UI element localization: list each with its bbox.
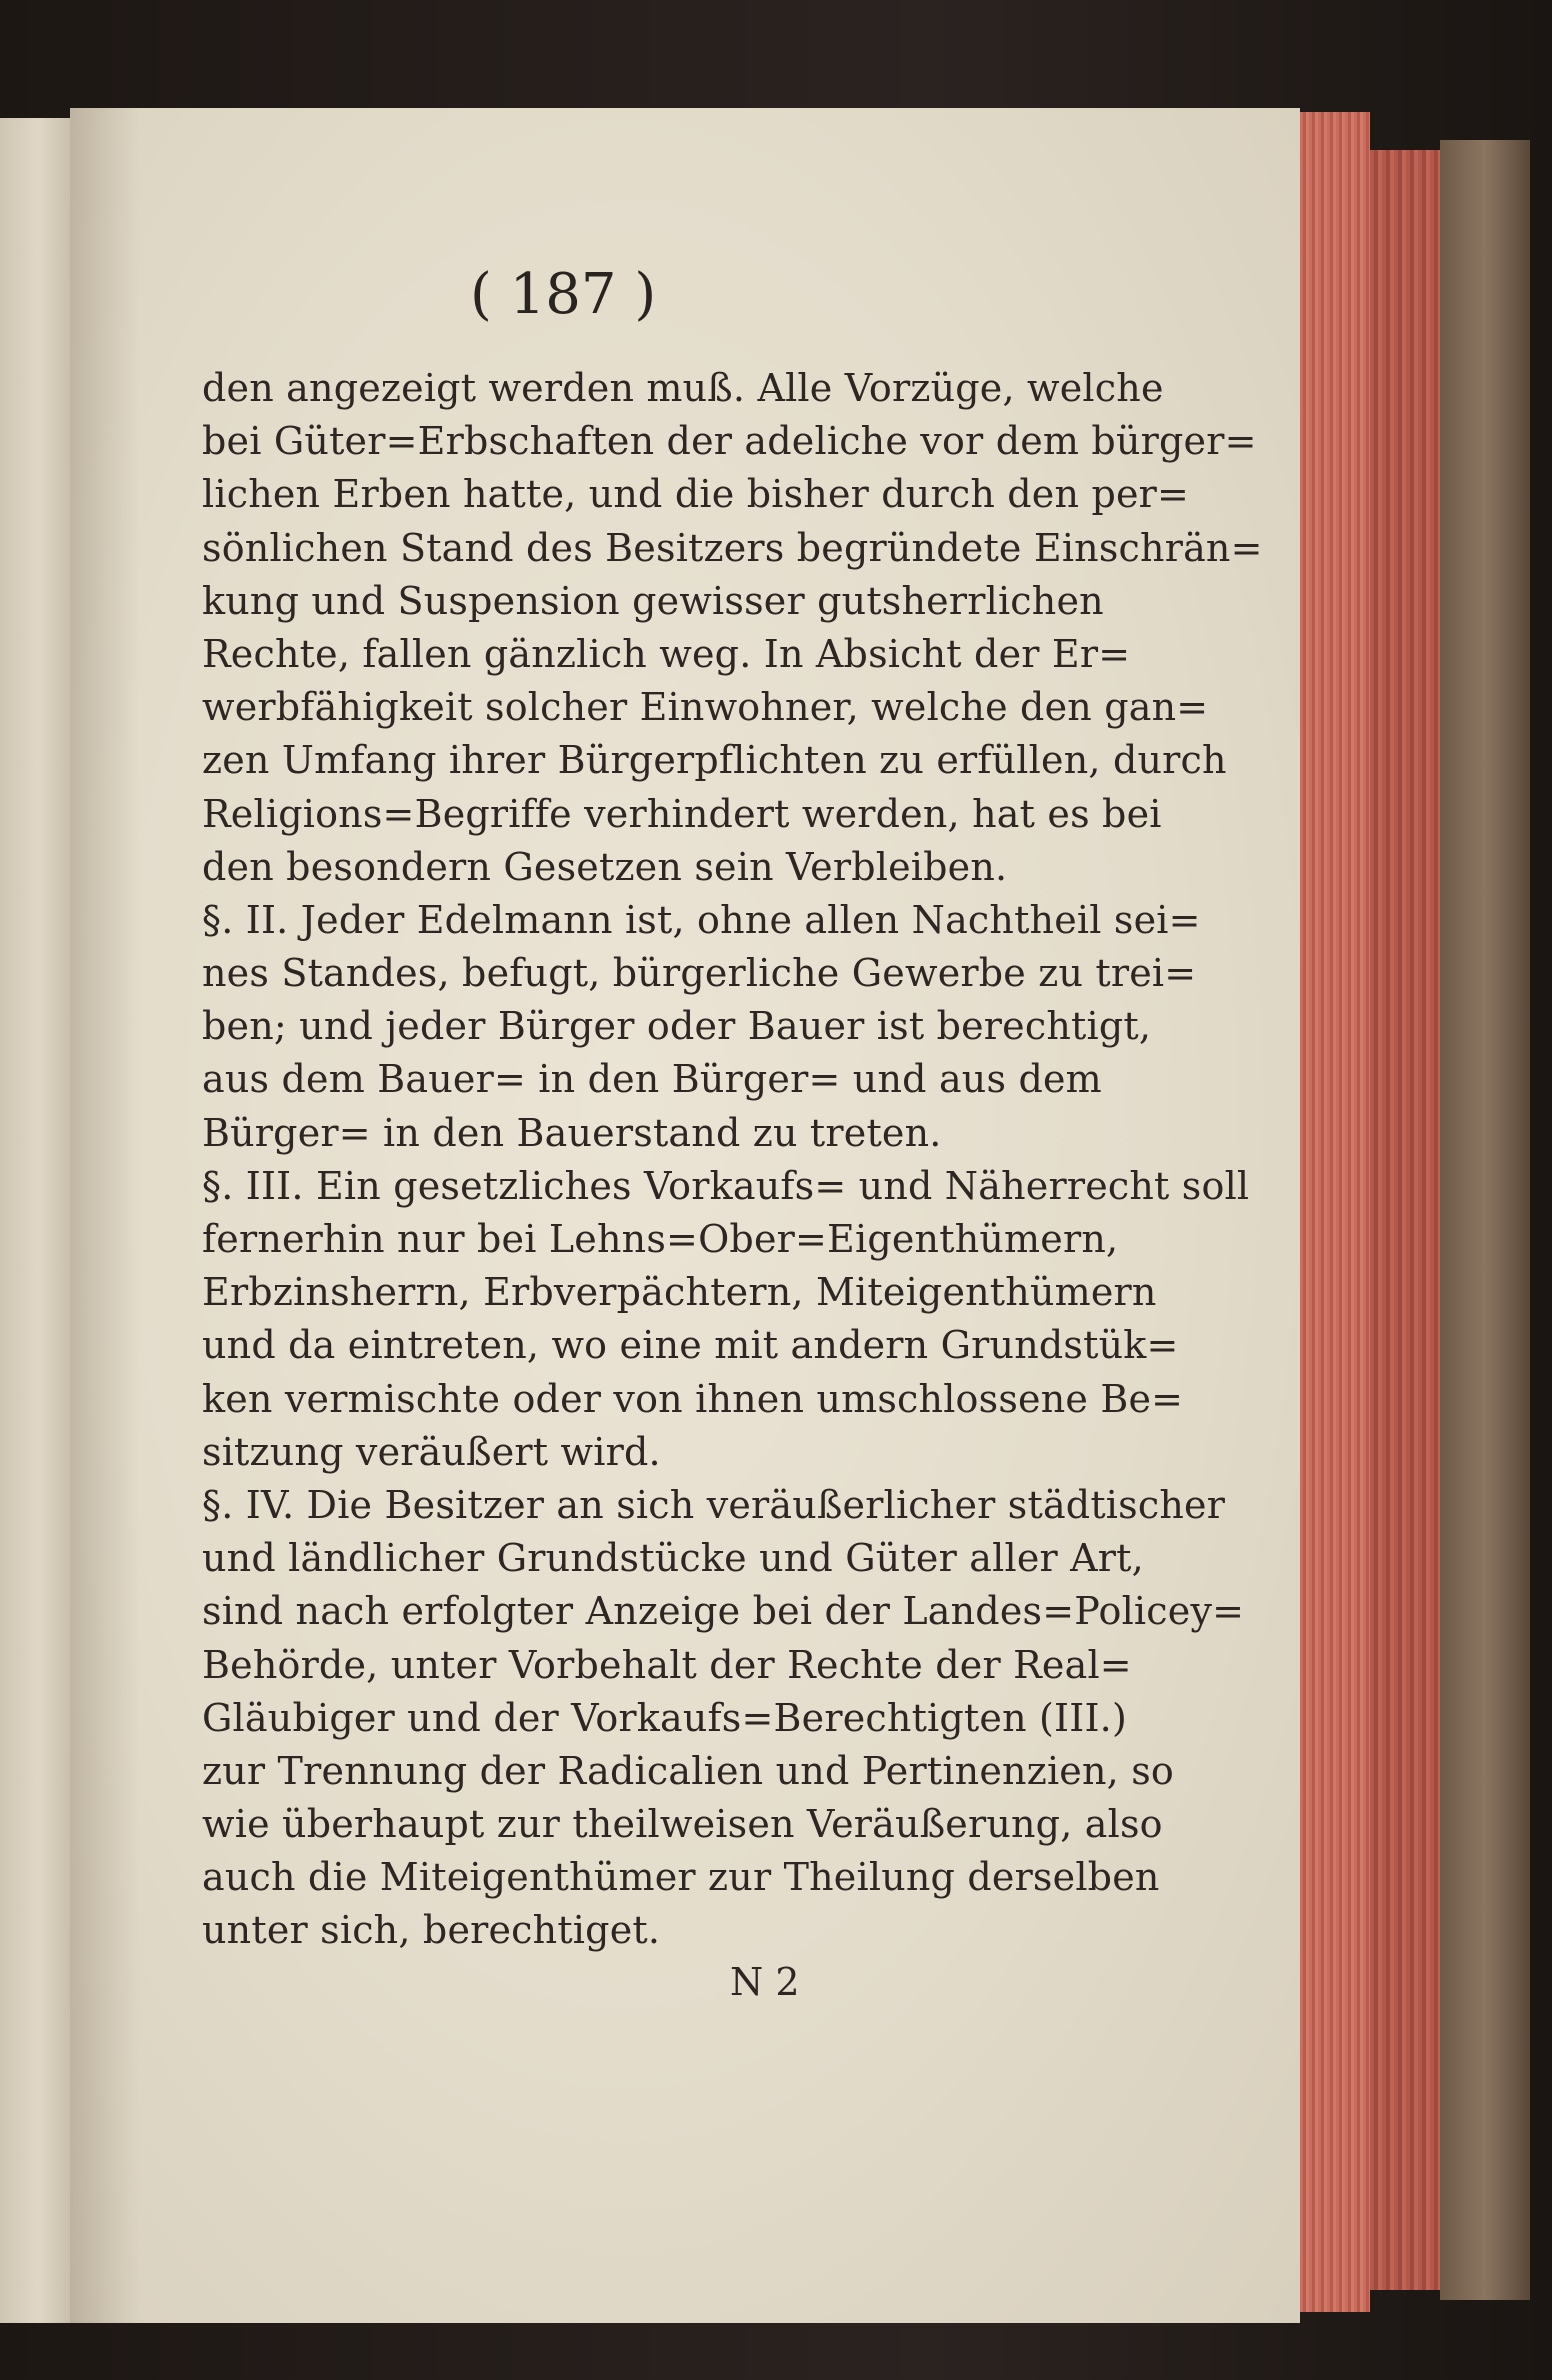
red-page-edges (1300, 112, 1370, 2312)
text-line: Rechte, fallen gänzlich weg. In Absicht der Er= (202, 631, 1131, 676)
text-line: fernerhin nur bei Lehns=Ober=Eigenthümern, (202, 1217, 1119, 1261)
paragraph-start-section-2: §. II. Jeder Edelmann ist, ohne allen Nachtheil sei= (202, 897, 1201, 942)
text-line: und da eintreten, wo eine mit andern Grundstük= (202, 1323, 1179, 1368)
text-line: ben; und jeder Bürger oder Bauer ist berechtigt, (202, 1004, 1152, 1049)
text-line: wie überhaupt zur theilweisen Veräußerung, also (202, 1802, 1163, 1847)
paragraph-start-section-4: §. IV. Die Besitzer an sich veräußerlicher städtischer (202, 1482, 1226, 1527)
book-cover-edge (1440, 140, 1530, 2300)
signature-mark: N 2 (730, 1960, 800, 2004)
gutter-shadow (70, 108, 140, 2323)
text-line: und ländlicher Grundstücke und Güter aller Art, (202, 1536, 1144, 1581)
text-line: Gläubiger und der Vorkaufs=Berechtigten (III.) (202, 1695, 1127, 1740)
text-line: sind nach erfolgter Anzeige bei der Landes=Policey= (202, 1589, 1245, 1634)
text-line: bei Güter=Erbschaften der adeliche vor dem bürger= (202, 419, 1257, 464)
paragraph-start-section-3: §. III. Ein gesetzliches Vorkaufs= und Näherrecht soll (202, 1163, 1250, 1208)
text-line: kung und Suspension gewisser gutsherrlichen (202, 578, 1104, 623)
text-line: sitzung veräußert wird. (202, 1429, 661, 1474)
facing-page-edge (0, 118, 70, 2323)
text-line: Religions=Begriffe verhindert werden, hat es bei (202, 791, 1162, 836)
text-line: aus dem Bauer= in den Bürger= und aus dem (202, 1057, 1102, 1102)
text-line: Behörde, unter Vorbehalt der Rechte der Real= (202, 1642, 1132, 1687)
text-line: Bürger= in den Bauerstand zu treten. (202, 1110, 942, 1155)
text-line: zen Umfang ihrer Bürgerpflichten zu erfüllen, durch (202, 738, 1227, 783)
text-line: zur Trennung der Radicalien und Pertinenzien, so (202, 1748, 1174, 1793)
text-line: sönlichen Stand des Besitzers begründete Einschrän= (202, 525, 1263, 570)
text-line: den besondern Gesetzen sein Verbleiben. (202, 844, 1008, 889)
text-line: Erbzinsherrn, Erbverpächtern, Miteigenthümern (202, 1270, 1157, 1315)
text-line: ken vermischte oder von ihnen umschlossene Be= (202, 1376, 1184, 1421)
text-line: den angezeigt werden muß. Alle Vorzüge, welche (202, 366, 1164, 410)
page-text-block (202, 362, 1263, 1958)
text-line: unter sich, berechtiget. (202, 1908, 661, 1953)
text-line: auch die Miteigenthümer zur Theilung derselben (202, 1855, 1160, 1900)
text-line: werbfähigkeit solcher Einwohner, welche den gan= (202, 685, 1209, 730)
text-line: lichen Erben hatte, und die bisher durch den per= (202, 472, 1190, 517)
page-number-header: ( 187 ) (470, 262, 657, 327)
text-line: nes Standes, befugt, bürgerliche Gewerbe zu trei= (202, 951, 1197, 996)
